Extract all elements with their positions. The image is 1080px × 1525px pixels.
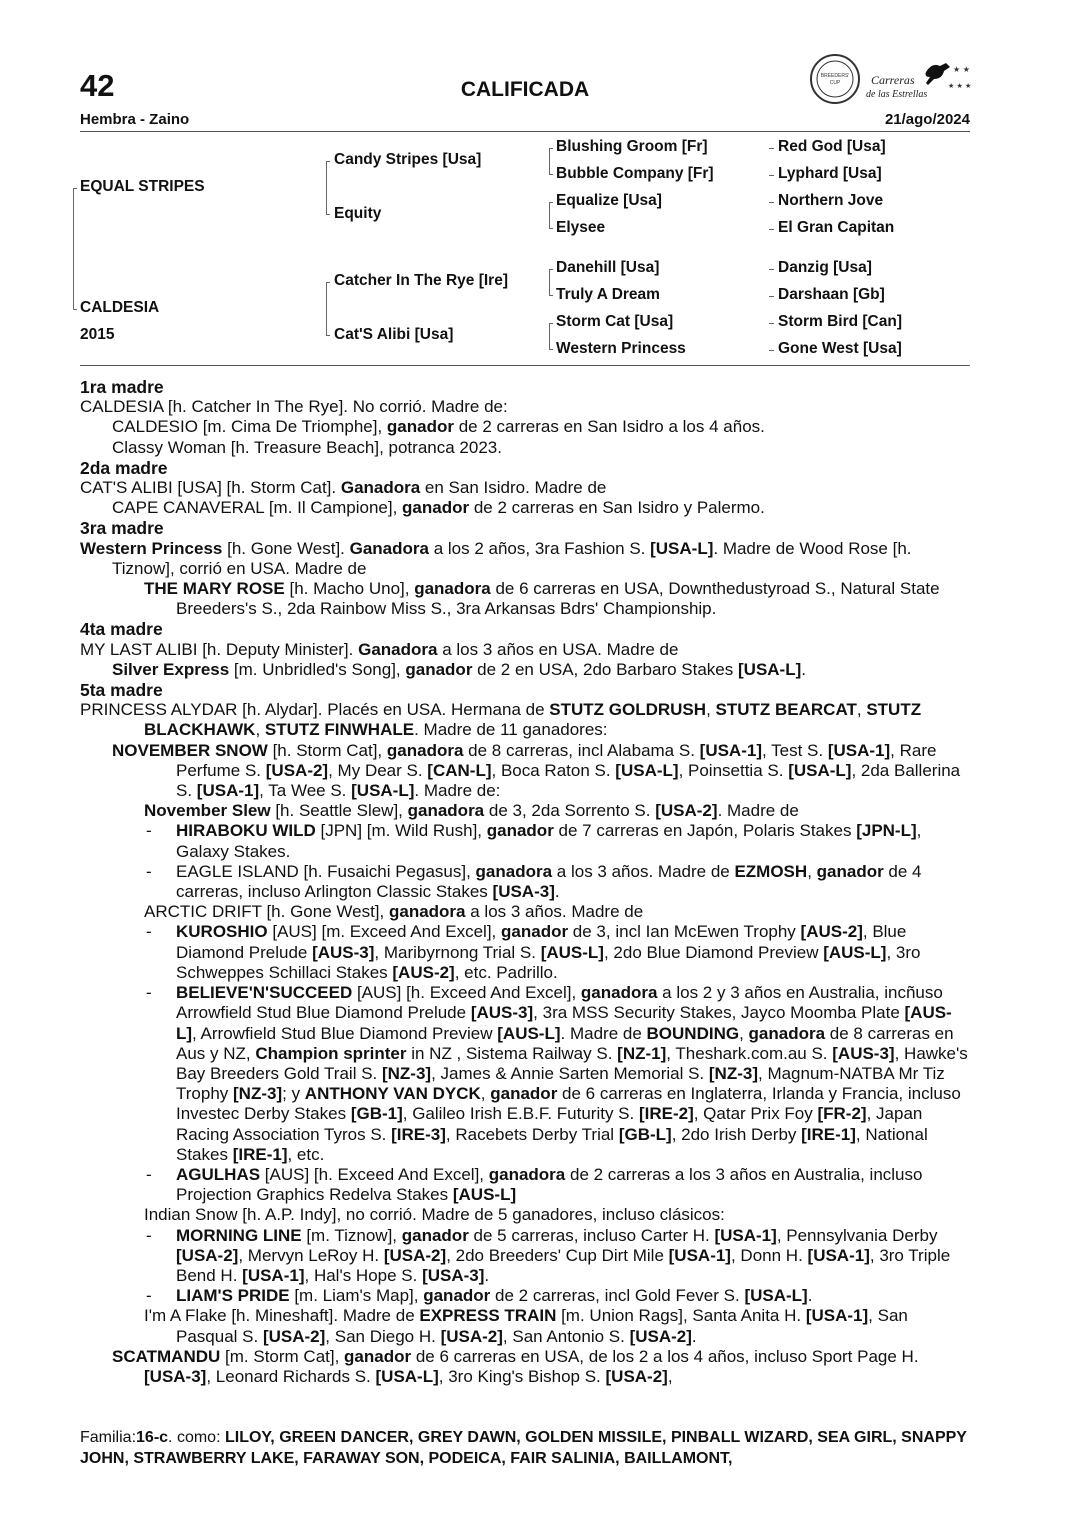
- pedigree-divider: [80, 365, 970, 366]
- record-line: CALDESIA [h. Catcher In The Rye]. No corrió. Madre de:: [80, 397, 508, 417]
- pedigree-dam: CALDESIA: [80, 299, 160, 316]
- pedigree-g3-6: Truly A Dream: [556, 286, 660, 303]
- record-line: CAT'S ALIBI [USA] [h. Storm Cat]. Ganadora en San Isidro. Madre de: [80, 478, 607, 498]
- record-line: CAPE CANAVERAL [m. Il Campione], ganador de 2 carreras en San Isidro y Palermo.: [112, 498, 765, 518]
- pedigree-g3-5: Danehill [Usa]: [556, 259, 660, 276]
- family-number: 16-c: [136, 1429, 169, 1446]
- section-heading: 4ta madre: [80, 619, 163, 640]
- pedigree-g4-8: Gone West [Usa]: [778, 340, 902, 357]
- family-como: . como:: [168, 1429, 221, 1446]
- pedigree-g4-4: El Gran Capitan: [778, 219, 895, 236]
- family-names: LILOY, GREEN DANCER, GREY DAWN, GOLDEN MISSILE, PINBALL WIZARD, SEA GIRL, SNAPPY JOHN, STRAWBERRY LAKE, FARAWAY SON, PODEICA, FAIR SALINIA, BAILLAMONT,: [80, 1429, 967, 1467]
- pedigree-g3-2: Bubble Company [Fr]: [556, 165, 714, 182]
- header-divider: [80, 131, 970, 132]
- svg-text:Carreras: Carreras: [871, 73, 915, 87]
- list-item: - HIRABOKU WILD [JPN] [m. Wild Rush], ganador de 7 carreras en Japón, Polaris Stakes [JPN-L], Galaxy Stakes.: [146, 821, 922, 861]
- list-item: - AGULHAS [AUS] [h. Exceed And Excel], ganadora de 2 carreras a los 3 años en Australia, incluso Projection Graphics Redelva Stakes [AUS-L]: [146, 1164, 923, 1205]
- sale-date: 21/ago/2024: [884, 111, 970, 128]
- pedigree-g3-4: Elysee: [556, 219, 606, 236]
- record-line: Classy Woman [h. Treasure Beach], potranca 2023.: [112, 437, 502, 457]
- lot-number: 42: [80, 68, 115, 103]
- record-line: PRINCESS ALYDAR [h. Alydar]. Placés en USA. Hermana de STUTZ GOLDRUSH, STUTZ BEARCAT, STUTZ BLACKHAWK, STUTZ FINWHALE. Madre de 11 ganadores:: [80, 700, 922, 740]
- list-item: - LIAM'S PRIDE [m. Liam's Map], ganador de 2 carreras, incl Gold Fever S. [USA-L].: [146, 1286, 813, 1306]
- sex-color: Hembra - Zaino: [80, 111, 190, 128]
- pedigree-year: 2015: [80, 326, 115, 343]
- pedigree-sire-sire: Candy Stripes [Usa]: [334, 151, 482, 168]
- breeders-cup-seal-icon: [808, 52, 978, 108]
- pedigree-g4-2: Lyphard [Usa]: [778, 165, 882, 182]
- pedigree-g3-8: Western Princess: [556, 340, 686, 357]
- pedigree-g4-7: Storm Bird [Can]: [778, 313, 902, 330]
- record-line: November Slew [h. Seattle Slew], ganadora de 3, 2da Sorrento S. [USA-2]. Madre de: [144, 801, 799, 821]
- record-line: THE MARY ROSE [h. Macho Uno], ganadora de 6 carreras en USA, Downthedustyroad S., Natural State Breeders's S., 2da Rainbow Miss S., 3ra Arkansas Bdrs' Championship.: [144, 579, 940, 619]
- section-heading: 5ta madre: [80, 680, 163, 701]
- record-line: I'm A Flake [h. Mineshaft]. Madre de EXPRESS TRAIN [m. Union Rags], Santa Anita H. [USA-1], San Pasqual S. [USA-2], San Diego H. [USA-2], San Antonio S. [USA-2].: [144, 1306, 908, 1346]
- record-line: MY LAST ALIBI [h. Deputy Minister]. Ganadora a los 3 años en USA. Madre de: [80, 639, 679, 659]
- pedigree-g4-1: Red God [Usa]: [778, 138, 886, 155]
- family-footer: [80, 1428, 970, 1469]
- svg-text:de las Estrellas: de las Estrellas: [866, 89, 928, 100]
- svg-text:★ ★ ★: ★ ★ ★: [948, 82, 972, 90]
- svg-text:BREEDERS': BREEDERS': [820, 73, 850, 79]
- pedigree-g3-7: Storm Cat [Usa]: [556, 313, 674, 330]
- list-item: - KUROSHIO [AUS] [m. Exceed And Excel], ganador de 3, incl Ian McEwen Trophy [AUS-2], Blue Diamond Prelude [AUS-3], Maribyrnong Trial S. [AUS-L], 2do Blue Diamond Preview [AUS-L], 3ro Schweppes Schillaci Stakes [AUS-2], etc. Padrillo.: [146, 922, 921, 982]
- header-logos: [808, 52, 978, 108]
- record-line: Western Princess [h. Gone West]. Ganadora a los 2 años, 3ra Fashion S. [USA-L]. Madre de Wood Rose [h. Tiznow], corrió en USA. Madre de: [80, 538, 912, 578]
- section-heading: 1ra madre: [80, 377, 164, 397]
- list-item: - BELIEVE'N'SUCCEED [AUS] [h. Exceed And Excel], ganadora a los 2 y 3 años en Australia, incñuso Arrowfield Stud Blue Diamond Prelude [AUS-3], 3ra MSS Security Stakes, Jayco Moomba Plate [AUS-L], Arrowfield Stud Blue Diamond Preview [AUS-L]. Madre de BOUNDING, ganadora de 8 carreras en Aus y NZ, Champion sprinter in NZ , Sistema Railway S. [NZ-1], Theshark.com.au S. [AUS-3], Hawke's Bay Breeders Gold Trail S. [NZ-3], James & Annie Sarten Memorial S. [NZ-3], Magnum-NATBA Mr Tiz Trophy [NZ-3]; y ANTHONY VAN DYCK, ganador de 6 carreras en Inglaterra, Irlanda y Francia, incluso Investec Derby Stakes [GB-1], Galileo Irish E.B.F. Futurity S. [IRE-2], Qatar Prix Foy [FR-2], Japan Racing Association Tyros S. [IRE-3], Racebets Derby Trial [GB-L], 2do Irish Derby [IRE-1], National Stakes [IRE-1], etc.: [146, 983, 968, 1164]
- record-line: Indian Snow [h. A.P. Indy], no corrió. Madre de 5 ganadores, incluso clásicos:: [144, 1205, 725, 1225]
- record-line: CALDESIO [m. Cima De Triomphe], ganador de 2 carreras en San Isidro a los 4 años.: [112, 417, 765, 437]
- pedigree-g4-5: Danzig [Usa]: [778, 259, 872, 276]
- section-heading: 3ra madre: [80, 518, 164, 539]
- pedigree-g4-3: Northern Jove: [778, 192, 884, 209]
- record-line: ARCTIC DRIFT [h. Gone West], ganadora a los 3 años. Madre de: [144, 902, 644, 922]
- pedigree-g3-1: Blushing Groom [Fr]: [556, 138, 708, 155]
- record-line: NOVEMBER SNOW [h. Storm Cat], ganadora de 8 carreras, incl Alabama S. [USA-1], Test S. [USA-1], Rare Perfume S. [USA-2], My Dear S. [CAN-L], Boca Raton S. [USA-L], Poinsettia S. [USA-L], 2da Ballerina S. [USA-1], Ta Wee S. [USA-L]. Madre de:: [112, 740, 961, 801]
- list-item: - MORNING LINE [m. Tiznow], ganador de 5 carreras, incluso Carter H. [USA-1], Pennsylvania Derby [USA-2], Mervyn LeRoy H. [USA-2], 2do Breeders' Cup Dirt Mile [USA-1], Donn H. [USA-1], 3ro Triple Bend H. [USA-1], Hal's Hope S. [USA-3].: [146, 1225, 951, 1285]
- pedigree-g3-3: Equalize [Usa]: [556, 192, 662, 209]
- produce-record: [80, 377, 970, 1387]
- pedigree-dam-sire: Catcher In The Rye [Ire]: [334, 272, 508, 289]
- pedigree-sire-dam: Equity: [334, 205, 382, 222]
- pedigree-dam-dam: Cat'S Alibi [Usa]: [334, 326, 454, 343]
- svg-text:★ ★: ★ ★: [953, 65, 970, 74]
- section-heading: 2da madre: [80, 457, 168, 478]
- pedigree-g4-6: Darshaan [Gb]: [778, 286, 885, 303]
- list-item: - EAGLE ISLAND [h. Fusaichi Pegasus], ganadora a los 3 años. Madre de EZMOSH, ganador de 4 carreras, incluso Arlington Classic Stakes [USA-3].: [146, 861, 922, 902]
- record-line: SCATMANDU [m. Storm Cat], ganador de 6 carreras en USA, de los 2 a los 4 años, incluso Sport Page H. [USA-3], Leonard Richards S. [USA-L], 3ro King's Bishop S. [USA-2],: [112, 1346, 919, 1386]
- record-line: Silver Express [m. Unbridled's Song], ganador de 2 en USA, 2do Barbaro Stakes [USA-L].: [112, 659, 806, 679]
- family-label: Familia:: [80, 1429, 137, 1446]
- page-title: CALIFICADA: [460, 78, 590, 101]
- pedigree-sire: EQUAL STRIPES: [80, 178, 205, 195]
- svg-text:CUP: CUP: [829, 80, 841, 86]
